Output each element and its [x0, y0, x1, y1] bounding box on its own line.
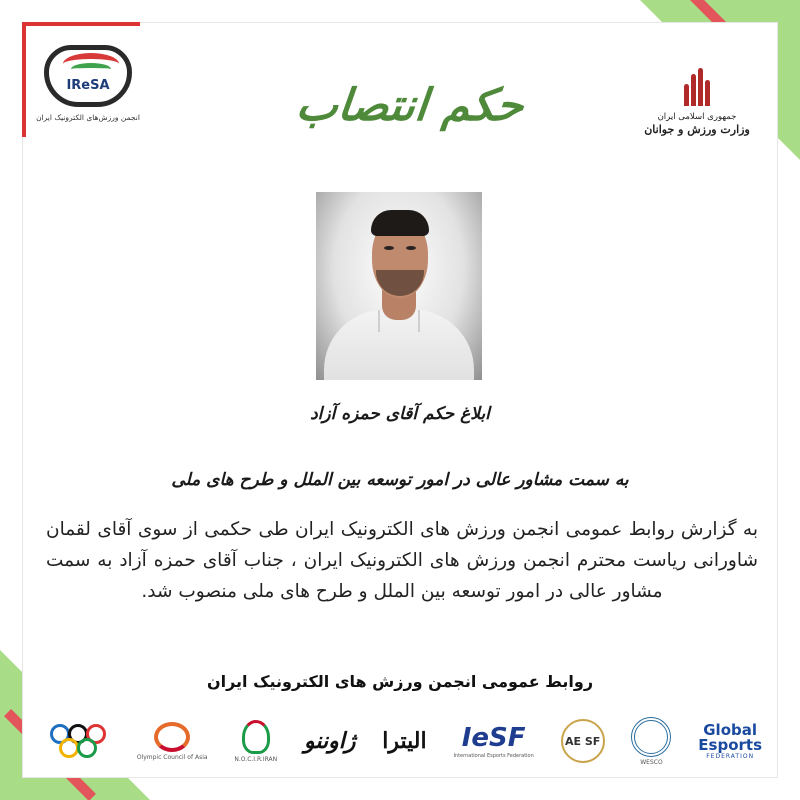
footer-logos: [46, 712, 762, 770]
iesf-sub: International Esports Federation: [453, 753, 534, 759]
ministry-logo: [642, 68, 752, 138]
signature-line: روابط عمومی انجمن ورزش های الکترونیک ایران: [206, 672, 594, 691]
iresa-logo-subtitle: انجمن ورزش‌های الکترونیک ایران: [36, 113, 140, 122]
olympic-council-asia-logo: [137, 712, 208, 770]
wesco-logo: [631, 712, 671, 770]
iesf-name: IeSF: [461, 723, 526, 753]
noc-iran-logo: [234, 712, 277, 770]
olympic-rings-icon: [46, 712, 110, 770]
ocasia-caption: Olympic Council of Asia: [136, 753, 208, 761]
aesf-logo: [561, 712, 605, 770]
iesf-logo: [453, 712, 533, 770]
frame-corner-accent: [22, 22, 26, 137]
announcement-body: به گزارش روابط عمومی انجمن ورزش های الکترونیک ایران طی حکمی از سوی آقای لقمان شاورانی ریاست محترم انجمن ورزش های الکترونیک ایران ، جناب آقای حمزه آزاد به سمت مشاور عالی در امور توسعه بین الملل و طرح های ملی منصوب شد.: [46, 519, 758, 602]
appointment-position: به سمت مشاور عالی در امور توسعه بین الملل و طرح های ملی: [171, 470, 629, 490]
tournament-2-name: الیترا: [382, 728, 427, 754]
iran-emblem-icon: [682, 68, 712, 106]
page-title: حکم انتصاب: [293, 80, 527, 131]
iresa-logo: [28, 45, 148, 145]
ge-line-1: Global: [703, 720, 758, 739]
tournament-1-name: ژاوننو: [303, 728, 356, 754]
appointment-notice: ابلاغ حکم آقای حمزه آزاد: [310, 404, 490, 424]
wesco-name: WESCO: [640, 758, 663, 766]
noc-iran-caption: N.O.C.I.R.IRAN: [234, 755, 278, 763]
ministry-line-1: جمهوری اسلامی ایران: [657, 112, 737, 122]
ge-line-3: FEDERATION: [706, 752, 755, 760]
ge-line-2: Esports: [698, 735, 762, 754]
aesf-name: AE SF: [561, 719, 605, 763]
tournament-logo-2: [382, 712, 426, 770]
gamepad-icon: [44, 45, 132, 107]
ministry-line-2: وزارت ورزش و جوانان: [644, 123, 750, 137]
frame-corner-accent: [22, 22, 140, 26]
tournament-logo-1: [304, 712, 356, 770]
global-esports-federation-logo: [698, 712, 762, 770]
portrait-photo: [316, 192, 482, 380]
iresa-logo-name: IReSA: [66, 78, 110, 93]
